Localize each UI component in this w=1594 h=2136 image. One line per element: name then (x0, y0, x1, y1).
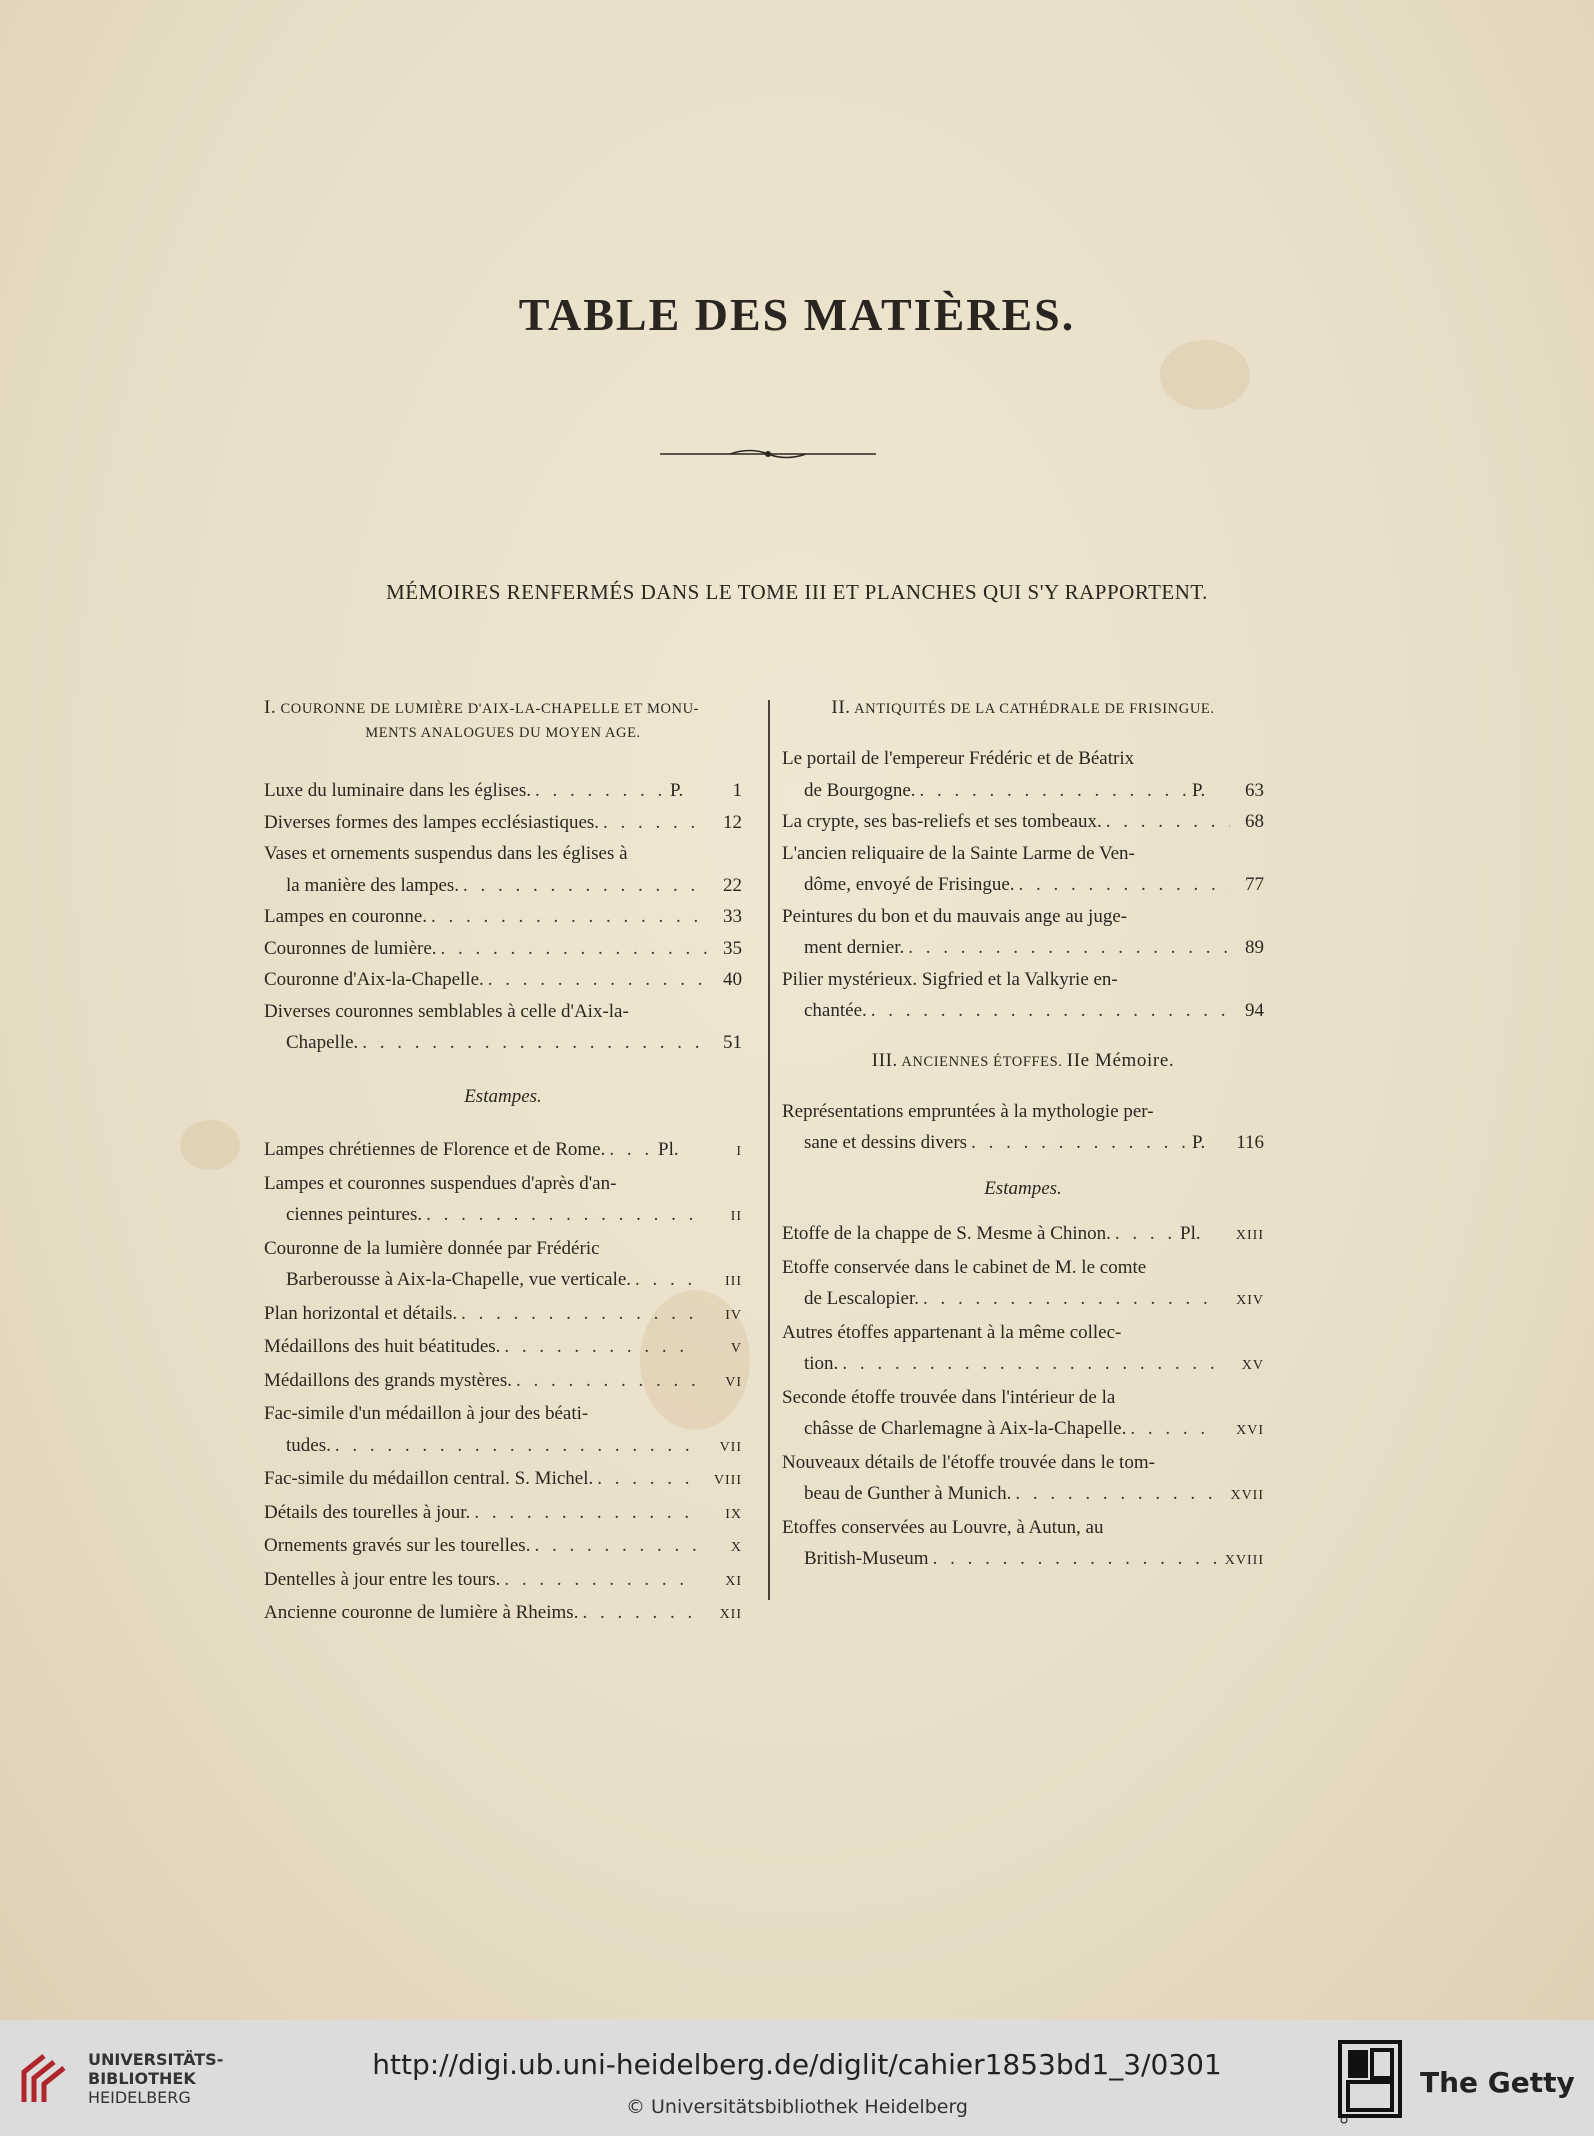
dot-leader (1015, 869, 1230, 901)
toc-entry[interactable] (782, 901, 1264, 964)
library-name-line: HEIDELBERG (88, 2088, 191, 2107)
plate-title: Lampes chrétiennes de Florence et de Rome. (264, 1139, 606, 1160)
toc-entry[interactable] (782, 806, 1264, 838)
entry-title: ment dernier. (804, 937, 905, 958)
entry-title-line: Peintures du bon et du mauvais ange au juge- (782, 905, 1128, 927)
dot-leader (457, 1298, 696, 1330)
footer-bar (0, 2020, 1594, 2136)
plate-title: ciennes peintures. (286, 1204, 423, 1225)
plate-number: XV (1241, 1358, 1264, 1373)
plate-title: tion. (804, 1353, 839, 1374)
plate-number: XVI (1236, 1423, 1264, 1438)
page-prefix: P. (670, 780, 684, 801)
estampes-heading: Estampes. (464, 1085, 542, 1107)
toc-entry[interactable] (782, 838, 1264, 901)
plate-entry[interactable] (264, 1463, 742, 1497)
plate-number: X (730, 1540, 742, 1555)
page-number: 68 (1245, 811, 1264, 832)
section-ii-heading (782, 696, 1264, 721)
dot-leader (470, 1497, 696, 1529)
entry-title: de Bourgogne. (804, 779, 916, 801)
section-number: III. (871, 1049, 898, 1071)
library-name-line: UNIVERSITÄTS- (88, 2050, 224, 2069)
entry-title: chantée. (804, 1000, 867, 1021)
toc-entry[interactable] (264, 901, 742, 933)
plate-number: XIII (1235, 1228, 1264, 1243)
plate-title-line: Lampes et couronnes suspendues d'après d'an- (264, 1172, 617, 1194)
entry-title-line: L'ancien reliquaire de la Sainte Larme de Ven- (782, 842, 1135, 864)
toc-entry[interactable] (782, 964, 1264, 1027)
plate-entry[interactable] (264, 1530, 742, 1564)
section-iii-heading (782, 1049, 1264, 1074)
dot-leader (500, 1564, 696, 1596)
plate-title: Dentelles à jour entre les tours. (264, 1568, 501, 1590)
plate-number: II (730, 1209, 742, 1224)
toc-entry[interactable] (782, 743, 1264, 806)
dot-leader (593, 1463, 696, 1495)
page-number: 12 (723, 811, 742, 833)
plate-title: Plan horizontal et détails. (264, 1302, 458, 1324)
plate-number: XVIII (1224, 1553, 1264, 1568)
plate-number: XIV (1236, 1293, 1264, 1308)
section-title-line: MENTS ANALOGUES DU MOYEN AGE. (365, 725, 641, 741)
getty-name[interactable]: The Getty (1420, 2066, 1575, 2099)
plate-entry[interactable] (264, 1298, 742, 1332)
section-suffix: IIe Mémoire. (1066, 1049, 1175, 1071)
paper-stain (180, 1120, 240, 1170)
dot-leader (599, 807, 708, 839)
dot-leader (916, 775, 1192, 807)
plate-title-line: Etoffe conservée dans le cabinet de M. le comte (782, 1256, 1147, 1278)
entry-title-line: Diverses couronnes semblables à celle d'Aix-la- (264, 1000, 629, 1022)
plate-number: VI (725, 1374, 742, 1390)
page-prefix: P. (1192, 1132, 1206, 1153)
plate-entry[interactable] (782, 1447, 1264, 1512)
plate-number: IV (725, 1307, 742, 1323)
section-title: ANCIENNES ÉTOFFES. (901, 1053, 1063, 1070)
plate-title-line: Autres étoffes appartenant à la même collec- (782, 1321, 1122, 1343)
entry-title-line: Vases et ornements suspendus dans les églises à (264, 843, 628, 864)
plate-title-line: Nouveaux détails de l'étoffe trouvée dans le tom- (782, 1451, 1155, 1473)
page-prefix: P. (1192, 779, 1206, 801)
plate-number: III (725, 1274, 742, 1289)
dot-leader (631, 1264, 696, 1296)
dot-leader (484, 964, 708, 996)
plate-title: Détails des tourelles à jour. (264, 1501, 471, 1523)
right-column (782, 696, 1264, 1577)
plate-entry[interactable] (782, 1512, 1264, 1577)
plate-entry[interactable] (264, 1398, 742, 1463)
getty-logo-icon[interactable] (1338, 2040, 1402, 2124)
plate-title: tudes. (286, 1434, 331, 1456)
page-number: 89 (1245, 937, 1264, 958)
plate-title: Médaillons des grands mystères. (264, 1369, 513, 1391)
plate-number: XII (719, 1607, 742, 1622)
plate-entry[interactable] (782, 1317, 1264, 1382)
plate-entry[interactable] (264, 1365, 742, 1399)
plate-number: IX (725, 1506, 742, 1522)
plate-entry[interactable] (264, 1497, 742, 1531)
paper-stain (1160, 340, 1250, 410)
entry-title: Luxe du luminaire dans les églises. (264, 780, 531, 801)
plate-title: Médaillons des huit béatitudes. (264, 1336, 501, 1357)
entry-title-line: Pilier mystérieux. Sigfried et la Valkyrie en- (782, 968, 1118, 990)
dot-leader (605, 1134, 658, 1166)
page-number: 1 (732, 780, 742, 801)
toc-entry[interactable] (264, 775, 742, 807)
dot-leader (929, 1543, 1218, 1575)
column-divider (768, 700, 770, 1600)
plate-entry[interactable] (782, 1218, 1264, 1252)
dot-leader (919, 1283, 1218, 1315)
page-number: 77 (1245, 874, 1264, 895)
plate-number: XI (725, 1573, 742, 1589)
plate-entry[interactable] (264, 1233, 742, 1298)
plate-title: Ornements gravés sur les tourelles. (264, 1535, 531, 1556)
toc-entry[interactable] (264, 807, 742, 839)
plate-title: de Lescalopier. (804, 1288, 920, 1309)
entry-title: Chapelle. (286, 1032, 359, 1053)
plate-number: I (736, 1144, 742, 1159)
dot-leader (838, 1348, 1218, 1380)
dot-leader (1126, 1413, 1218, 1445)
plate-title: châsse de Charlemagne à Aix-la-Chapelle. (804, 1418, 1127, 1439)
library-name-line: BIBLIOTHEK (88, 2069, 196, 2088)
entry-title: Couronnes de lumière. (264, 937, 437, 959)
page-number: 40 (723, 969, 742, 990)
plate-title-line: Couronne de la lumière donnée par Frédéric (264, 1237, 600, 1259)
toc-entry[interactable] (782, 1096, 1264, 1159)
plate-entry[interactable] (264, 1564, 742, 1598)
section-title-line: COURONNE DE LUMIÈRE D'AIX-LA-CHAPELLE ET MONU- (280, 701, 700, 717)
plate-entry[interactable] (264, 1134, 742, 1168)
dot-leader (437, 933, 708, 965)
dot-leader (530, 1530, 696, 1562)
page-number: 22 (723, 874, 742, 896)
plate-number: V (730, 1341, 742, 1356)
plate-title-line: Fac-simile d'un médaillon à jour des béati- (264, 1403, 589, 1424)
dot-leader (512, 1365, 696, 1397)
plate-number: VII (719, 1439, 742, 1455)
plate-title: Ancienne couronne de lumière à Rheims. (264, 1602, 579, 1623)
dot-leader (967, 1127, 1192, 1159)
section-heading: MÉMOIRES RENFERMÉS DANS LE TOME III ET PLANCHES QUI S'Y RAPPORTENT. (386, 580, 1208, 604)
page-number: 94 (1245, 1000, 1264, 1021)
plate-title: Etoffe de la chappe de S. Mesme à Chinon. (782, 1223, 1111, 1244)
page-number: 116 (1236, 1132, 1264, 1153)
dot-leader (500, 1331, 696, 1363)
section-i-heading (264, 696, 742, 721)
plate-title-line: Seconde étoffe trouvée dans l'intérieur de la (782, 1386, 1116, 1408)
dot-leader (331, 1430, 696, 1462)
entry-title: la manière des lampes. (286, 874, 460, 896)
dot-leader (1111, 1218, 1180, 1250)
page-number: 51 (723, 1032, 742, 1053)
plate-title-line: Etoffes conservées au Louvre, à Autun, au (782, 1516, 1104, 1538)
page-title: TABLE DES MATIÈRES. (518, 289, 1076, 340)
entry-title: Diverses formes des lampes ecclésiastiques. (264, 811, 600, 833)
dot-leader (358, 1027, 708, 1059)
toc-entry[interactable] (264, 964, 742, 996)
toc-entry[interactable] (264, 838, 742, 901)
plate-entry[interactable] (264, 1331, 742, 1365)
section-number: I. (264, 697, 277, 718)
plate-title: Barberousse à Aix-la-Chapelle, vue verticale. (286, 1269, 632, 1290)
section-title: ANTIQUITÉS DE LA CATHÉDRALE DE FRISINGUE. (854, 701, 1215, 717)
dot-leader (1102, 806, 1230, 838)
plate-title: beau de Gunther à Munich. (804, 1483, 1012, 1504)
toc-entry[interactable] (264, 996, 742, 1059)
dot-leader (427, 901, 708, 933)
dot-leader (904, 932, 1230, 964)
entry-title: sane et dessins divers (804, 1132, 968, 1153)
plate-entry[interactable] (782, 1382, 1264, 1447)
plate-title: British-Museum (804, 1548, 929, 1569)
toc-entry[interactable] (264, 933, 742, 965)
dot-leader (867, 995, 1230, 1027)
left-column (264, 696, 742, 1631)
plate-entry[interactable] (264, 1168, 742, 1233)
plate-prefix: Pl. (658, 1139, 679, 1160)
estampes-heading: Estampes. (984, 1177, 1062, 1199)
permalink-url[interactable]: http://digi.ub.uni-heidelberg.de/diglit/cahier1853bd1_3/0301 (372, 2048, 1222, 2081)
page-number: 33 (723, 906, 742, 927)
section-number: II. (831, 697, 851, 718)
dot-leader (531, 775, 670, 807)
plate-number: VIII (713, 1473, 742, 1488)
dot-leader (422, 1199, 696, 1231)
page-number: 63 (1245, 779, 1264, 801)
dot-leader (578, 1597, 696, 1629)
plate-entry[interactable] (782, 1252, 1264, 1317)
entry-title-line: Représentations empruntées à la mythologie per- (782, 1100, 1154, 1122)
plate-prefix: Pl. (1180, 1223, 1201, 1244)
entry-title-line: Le portail de l'empereur Frédéric et de Béatrix (782, 748, 1135, 769)
entry-title: dôme, envoyé de Frisingue. (804, 874, 1015, 895)
page-number: 35 (723, 937, 742, 959)
entry-title: Lampes en couronne. (264, 906, 428, 927)
entry-title: Couronne d'Aix-la-Chapelle. (264, 969, 484, 990)
plate-number: XVII (1230, 1488, 1264, 1503)
copyright-text: © Universitätsbibliothek Heidelberg (625, 2096, 968, 2118)
plate-entry[interactable] (264, 1597, 742, 1631)
entry-title: La crypte, ses bas-reliefs et ses tombeaux. (782, 811, 1102, 832)
plate-title: Fac-simile du médaillon central. S. Michel. (264, 1468, 594, 1489)
ornamental-divider (660, 444, 876, 464)
dot-leader (459, 870, 708, 902)
dot-leader (1011, 1478, 1218, 1510)
